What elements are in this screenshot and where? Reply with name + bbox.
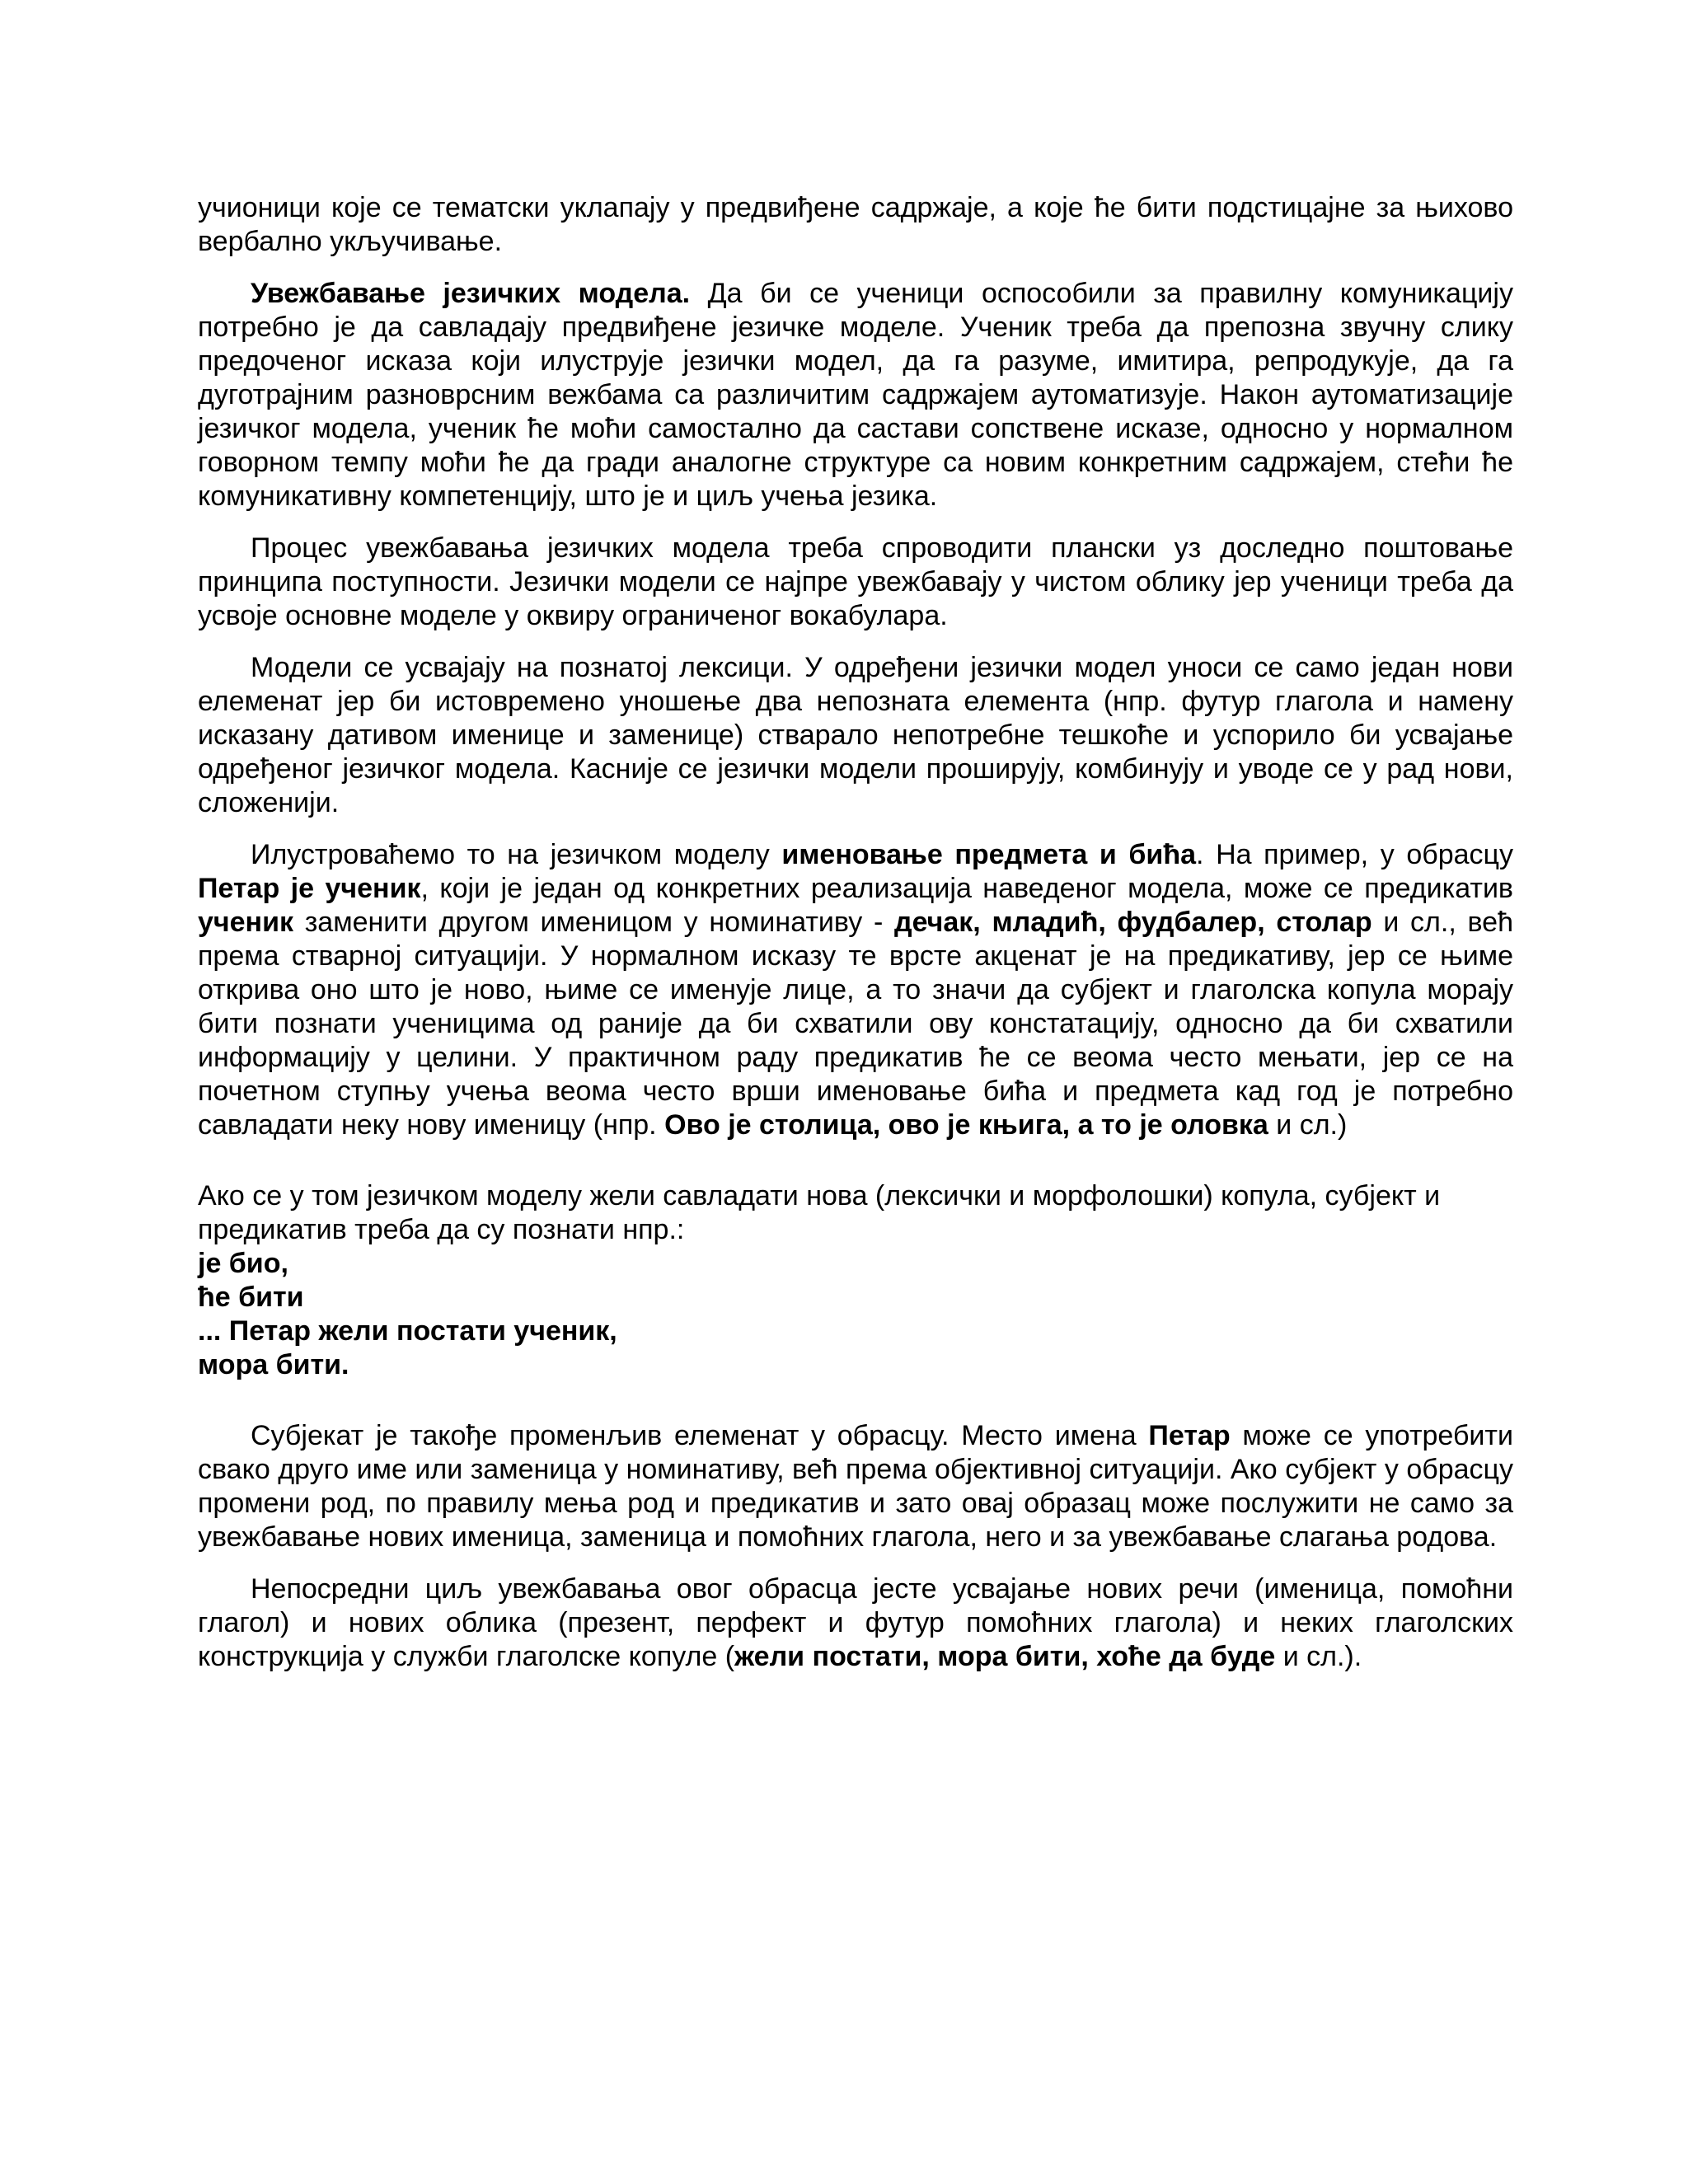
- paragraph-1: учионици које се тематски уклапају у предвиђене садржаје, а које ће бити подстицајне за њихово вербално укључивање.: [198, 192, 1513, 257]
- paragraph-12: [198, 1572, 1513, 1674]
- bold-term: Петар: [1148, 1420, 1231, 1451]
- bold-term: ученик: [198, 907, 294, 938]
- bold-term: жели постати, мора бити, хоће да буде: [734, 1641, 1276, 1672]
- paragraph-3: Процес увежбавања језичких модела треба спроводити плански уз доследно поштовање принципа поступности. Језички модели се најпре увежбавају у чистом облику јер ученици треба да усвоје основне моделе у оквиру ограниченог вокабулара.: [198, 532, 1513, 631]
- text-run: заменити другом именицом у номинативу -: [293, 907, 894, 938]
- example-2: ће бити: [198, 1282, 304, 1313]
- bold-term: именовање предмета и бића: [781, 839, 1197, 870]
- document-page: [198, 191, 1513, 1674]
- text-run: Илустроваћемо то на језичком моделу: [251, 839, 782, 870]
- paragraph-5: [198, 838, 1513, 1142]
- paragraph-11: [198, 1419, 1513, 1554]
- paragraph-2-text: Да би се ученици оспособили за правилну комуникацију потребно је да савладају предвиђене језичке моделе. Ученик треба да препозна звучну слику предоченог исказа који илуструје језички модел, да га разуме, имитира, репродукује, да га дуготрајним разноврсним вежбама са различитим садржајем аутоматизује. Након аутоматизације језичког модела, ученик ће моћи самостално да састави сопствене исказе, односно у нормалном говорном темпу моћи ће да гради аналогне структуре са новим конкретним садржајем, стећи ће комуникативну компетенцију, што је и циљ учења језика.: [198, 278, 1513, 512]
- text-run: , који је један од конкретних реализација наведеног модела, може се предикатив: [420, 873, 1513, 904]
- text-run: и сл.).: [1275, 1641, 1362, 1672]
- paragraph-4: Модели се усвајају на познатој лексици. У одређени језички модел уноси се само један нови елеменат јер би истовремено уношење два непозната елемента (нпр. футур глагола и намену исказану дативом именице и заменице) стварало непотребне тешкоће и успорило би усвајање одређеног језичког модела. Касније се језички модели проширују, комбинују и уводе се у рад нови, сложенији.: [198, 652, 1513, 818]
- text-run: може се употребити свако друго име или заменица у номинативу, већ према објективној ситуацији. Ако субјект у обрасцу промени род, по правилу мења род и предикатив и зато овај образац може послужити не само за увежбавање нових именица, заменица и помоћних глагола, него и за увежбавање слагања родова.: [198, 1420, 1513, 1553]
- text-run: . На пример, у обрасцу: [1196, 839, 1513, 870]
- bold-term: дечак, младић, фудбалер, столар: [893, 907, 1372, 938]
- bold-term: Петар је ученик: [198, 873, 421, 904]
- paragraph-2: [198, 277, 1513, 513]
- text-run: Субјекат је такође променљив елеменат у обрасцу. Место имена: [251, 1420, 1149, 1451]
- bold-term: Ово је столица, ово је књига, а то је оловка: [664, 1109, 1268, 1141]
- section-heading: Увежбавање језичких модела.: [251, 278, 691, 309]
- example-1: је био,: [198, 1248, 288, 1279]
- example-4: мора бити.: [198, 1349, 349, 1380]
- text-run: и сл., већ према стварној ситуацији. У нормалном исказу те врсте акценат је на предикативу, јер се њиме открива оно што је ново, њиме се именује лице, а то значи да субјект и глаголска копула морају бити познати ученицима од раније да би схватили ову констатацију, односно да би схватили информацију у целини. У практичном раду предикатив ће се веома често мењати, јер се на почетном ступњу учења веома често врши именовање бића и предмета кад год је потребно савладати неку нову именицу (нпр.: [198, 907, 1513, 1141]
- paragraph-6: Ако се у том језичком моделу жели савладати нова (лексички и морфолошки) копула, субјект и предикатив треба да су познати нпр.:: [198, 1180, 1441, 1245]
- example-3: ... Петар жели постати ученик,: [198, 1315, 617, 1347]
- text-run: и сл.): [1268, 1109, 1348, 1141]
- text-run: Непосредни циљ увежбавања овог обрасца јесте усвајање нових речи (именица, помоћни глагол) и нових облика (презент, перфект и футур помоћних глагола) и неких глаголских конструкција у служби глаголске копуле (: [198, 1573, 1513, 1672]
